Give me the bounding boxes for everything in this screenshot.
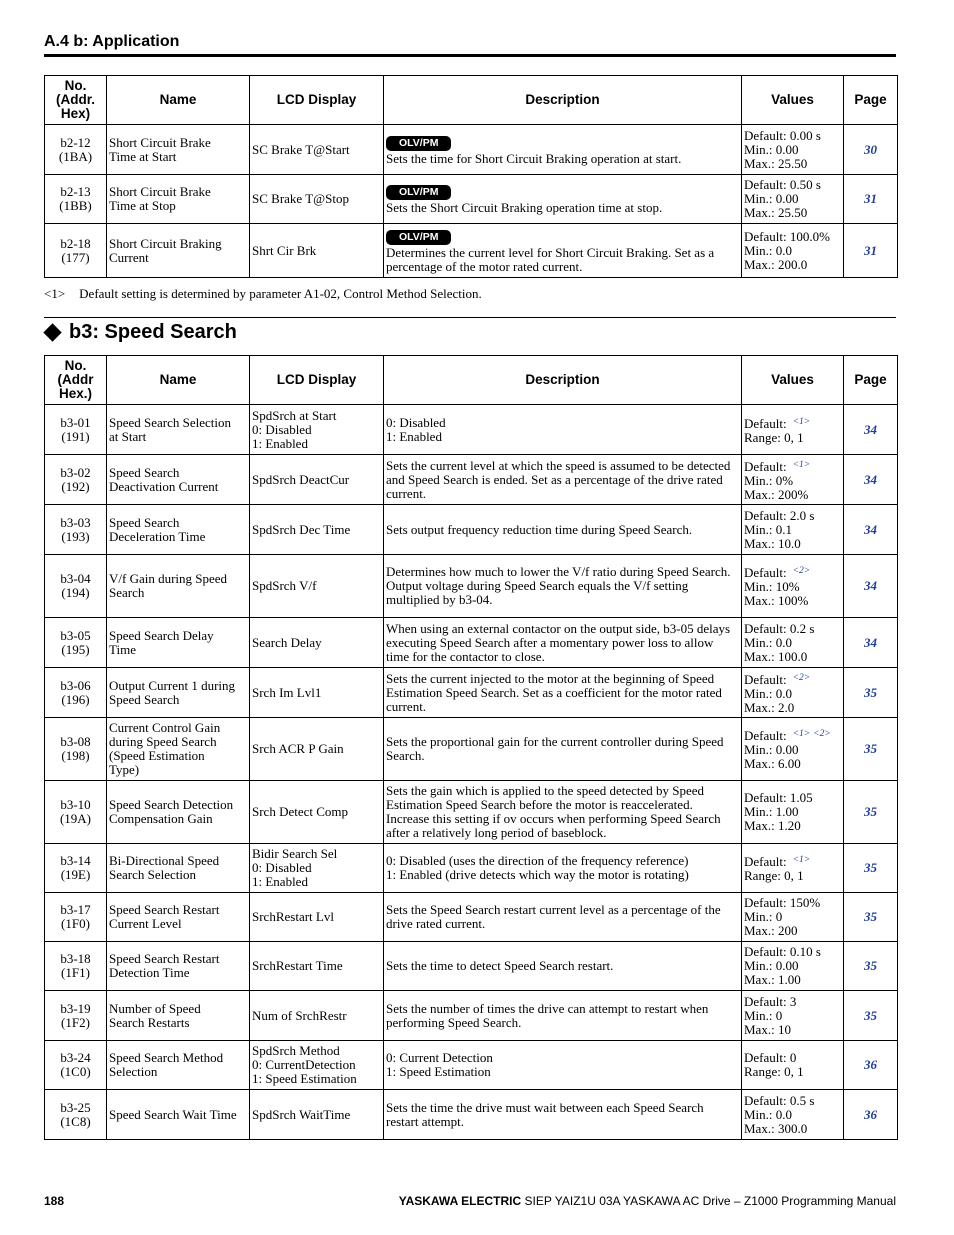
description-cell [384,125,742,175]
range-values: Min.: 0% Max.: 200% [744,472,809,502]
parameter-description: Sets the current level at which the speed is assumed to be detected and Speed Search is ended. Set as a percentage of the drive rated current. [384,455,742,505]
parameter-name: Short Circuit Brake Time at Start [107,125,250,175]
parameter-number: b3-18 (1F1) [45,942,107,991]
parameter-number: b3-17 (1F0) [45,893,107,942]
description-text: Sets the Short Circuit Braking operation time at stop. [386,200,663,215]
page-link[interactable]: 34 [844,618,898,668]
default-line [744,1094,841,1108]
column-header-description: Description [384,356,742,405]
range-values: Min.: 0 Max.: 200 [744,909,798,938]
default-line [744,564,841,580]
table-row [45,125,898,175]
footnote-reference[interactable]: <2> [813,729,831,739]
parameter-description: Sets the proportional gain for the current controller during Speed Search. [384,718,742,781]
default-line [744,791,841,805]
column-header-values: Values [742,76,844,125]
lcd-display: SC Brake T@Stop [250,175,384,224]
parameter-number: b2-18 (177) [45,224,107,278]
range-values: Min.: 10% Max.: 100% [744,579,809,608]
parameter-values [742,1041,844,1090]
b3-parameter-table [44,355,898,1140]
parameter-values: Default: 0.50 s Min.: 0.00 Max.: 25.50 [742,175,844,224]
b3-title-text: b3: Speed Search [69,321,237,343]
parameter-values [742,893,844,942]
table-row [45,455,898,505]
section-header: A.4 b: Application [44,33,896,57]
parameter-number: b3-04 (194) [45,555,107,618]
parameter-number: b3-06 (196) [45,668,107,718]
range-values: Min.: 0.1 Max.: 10.0 [744,521,801,551]
parameter-number: b3-19 (1F2) [45,991,107,1041]
page-link[interactable]: 34 [844,405,898,455]
description-text: Sets the time for Short Circuit Braking operation at start. [386,150,682,166]
lcd-display: SrchRestart Lvl [250,893,384,942]
description-cell [384,175,742,224]
parameter-number: b3-10 (19A) [45,781,107,844]
lcd-display: SpdSrch at Start 0: Disabled 1: Enabled [250,405,384,455]
parameter-number: b3-01 (191) [45,405,107,455]
footer-doc-title: SIEP YAIZ1U 03A YASKAWA AC Drive – Z1000 Programming Manual [521,1194,896,1208]
parameter-name: Speed Search Restart Detection Time [107,942,250,991]
parameter-name: Speed Search Detection Compensation Gain [107,781,250,844]
parameter-description: 0: Disabled (uses the direction of the frequency reference) 1: Enabled (drive detects which way the motor is rotating) [384,844,742,893]
footer-brand: YASKAWA ELECTRIC [398,1194,522,1208]
default-label: Default: [744,565,787,580]
parameter-name: Number of Speed Search Restarts [107,991,250,1041]
page-link[interactable]: 35 [844,781,898,844]
page-link[interactable]: 35 [844,844,898,893]
parameter-number: b3-14 (19E) [45,844,107,893]
parameter-name: V/f Gain during Speed Search [107,555,250,618]
default-label: Default: [744,415,787,431]
page-link[interactable]: 36 [844,1090,898,1140]
parameter-values: Default: 100.0% Min.: 0.0 Max.: 200.0 [742,224,844,278]
footnote-reference[interactable]: <2> [792,566,811,576]
b2-parameter-table [44,75,898,278]
lcd-display: Search Delay [250,618,384,668]
range-values: Min.: 0.0 Max.: 300.0 [744,1106,808,1136]
parameter-description: 0: Disabled 1: Enabled [384,405,742,455]
range-values: Range: 0, 1 [744,1064,804,1079]
default-line [744,509,841,523]
parameter-description: Sets output frequency reduction time during Speed Search. [384,505,742,555]
range-values: Min.: 0.0 Max.: 100.0 [744,634,808,664]
parameter-number: b3-05 (195) [45,618,107,668]
footnote-reference[interactable]: <1> [792,729,811,739]
table-row [45,844,898,893]
page-link[interactable]: 34 [844,505,898,555]
parameter-description: When using an external contactor on the output side, b3-05 delays executing Speed Search after a momentary power loss to allow time for the contactor to close. [384,618,742,668]
range-values: Range: 0, 1 [744,868,804,883]
default-label: Default: 150% [744,895,821,910]
parameter-number: b2-12 (1BA) [45,125,107,175]
table-row [45,224,898,278]
parameter-description: Sets the time to detect Speed Search restart. [384,942,742,991]
parameter-name: Output Current 1 during Speed Search [107,668,250,718]
parameter-values [742,405,844,455]
parameter-description: Sets the current injected to the motor at the beginning of Speed Estimation Speed Search. Set as a coefficient for the motor rated current. [384,668,742,718]
default-label: Default: 0.10 s [744,944,821,959]
lcd-display: SpdSrch DeactCur [250,455,384,505]
default-line [744,853,841,869]
default-line [744,458,841,474]
page-link[interactable]: 35 [844,668,898,718]
parameter-values: Default: 0.00 s Min.: 0.00 Max.: 25.50 [742,125,844,175]
table-row [45,555,898,618]
table-row [45,1041,898,1090]
column-header-lcd: LCD Display [250,356,384,405]
parameter-values [742,555,844,618]
parameter-number: b3-25 (1C8) [45,1090,107,1140]
footnote [44,286,482,302]
diamond-bullet-icon [43,323,61,341]
section-divider [44,317,896,318]
table-row [45,1090,898,1140]
column-header-values: Values [742,356,844,405]
parameter-name: Current Control Gain during Speed Search (Speed Estimation Type) [107,718,250,781]
lcd-display: Srch Detect Comp [250,781,384,844]
lcd-display: Bidir Search Sel 0: Disabled 1: Enabled [250,844,384,893]
range-values: Min.: 0.0 Max.: 2.0 [744,685,795,715]
parameter-number: b2-13 (1BB) [45,175,107,224]
footnote-reference[interactable]: <1> [792,855,811,865]
page-link[interactable]: 35 [844,718,898,781]
page-link[interactable]: 36 [844,1041,898,1090]
range-values: Min.: 0.00 Max.: 6.00 [744,742,801,771]
footnote-reference[interactable]: <1> [792,416,811,427]
footnote-text: Default setting is determined by parameter A1-02, Control Method Selection. [79,286,482,301]
column-header-name: Name [107,356,250,405]
page-link[interactable]: 34 [844,455,898,505]
lcd-display: SpdSrch Method 0: CurrentDetection 1: Speed Estimation [250,1041,384,1090]
default-line [744,727,841,743]
table-row [45,893,898,942]
default-line [744,945,841,959]
parameter-values [742,505,844,555]
parameter-values [742,718,844,781]
column-header-name: Name [107,76,250,125]
footnote-reference[interactable]: <2> [792,672,811,683]
parameter-description: Sets the time the drive must wait between each Speed Search restart attempt. [384,1090,742,1140]
parameter-number: b3-24 (1C0) [45,1041,107,1090]
parameter-values [742,942,844,991]
range-values: Range: 0, 1 [744,429,804,445]
default-label: Default: [744,854,787,869]
parameter-values [742,991,844,1041]
lcd-display: SC Brake T@Start [250,125,384,175]
default-line [744,896,841,910]
parameter-name: Speed Search Restart Current Level [107,893,250,942]
default-line [744,671,841,687]
parameter-name: Speed Search Wait Time [107,1090,250,1140]
parameter-values [742,1090,844,1140]
parameter-name: Speed Search Deceleration Time [107,505,250,555]
page-number: 188 [44,1194,65,1208]
default-label: Default: [744,671,787,687]
default-line [744,995,841,1009]
page-link[interactable]: 31 [844,175,898,224]
table-row [45,781,898,844]
column-header-no: No. (Addr Hex.) [45,356,107,405]
table-row [45,175,898,224]
parameter-name: Speed Search Delay Time [107,618,250,668]
parameter-values [742,781,844,844]
footnote-reference[interactable]: <1> [792,459,811,470]
parameter-name: Bi-Directional Speed Search Selection [107,844,250,893]
default-line [744,1051,841,1065]
parameter-name: Short Circuit Brake Time at Stop [107,175,250,224]
parameter-values [742,618,844,668]
parameter-values [742,844,844,893]
table-row [45,991,898,1041]
parameter-number: b3-02 (192) [45,455,107,505]
lcd-display: Srch ACR P Gain [250,718,384,781]
table-row [45,405,898,455]
page-link[interactable]: 31 [844,224,898,278]
range-values: Min.: 0 Max.: 10 [744,1007,791,1037]
column-header-description: Description [384,76,742,125]
default-label: Default: 2.0 s [744,507,815,523]
b3-section-title [44,321,237,344]
parameter-number: b3-08 (198) [45,718,107,781]
default-label: Default: [744,458,787,474]
control-mode-badge: OLV/PM [386,136,451,151]
default-line [744,622,841,636]
range-values: Min.: 1.00 Max.: 1.20 [744,804,801,833]
lcd-display: SpdSrch V/f [250,555,384,618]
column-header-no: No. (Addr. Hex) [45,76,107,125]
parameter-values [742,668,844,718]
page-link[interactable]: 35 [844,893,898,942]
lcd-display: Shrt Cir Brk [250,224,384,278]
default-label: Default: 0 [744,1050,797,1065]
control-mode-badge: OLV/PM [386,185,451,200]
parameter-description: 0: Current Detection 1: Speed Estimation [384,1041,742,1090]
description-cell [384,224,742,278]
parameter-description: Determines how much to lower the V/f ratio during Speed Search. Output voltage during Speed Search equals the V/f setting multiplied by b3-04. [384,555,742,618]
lcd-display: SrchRestart Time [250,942,384,991]
footnote-mark: <1> [44,286,66,301]
column-header-page: Page [844,356,898,405]
table-row [45,718,898,781]
lcd-display: Srch Im Lvl1 [250,668,384,718]
parameter-name: Speed Search Method Selection [107,1041,250,1090]
default-label: Default: 0.2 s [744,620,815,636]
lcd-display: SpdSrch WaitTime [250,1090,384,1140]
table-row [45,618,898,668]
page-link[interactable]: 35 [844,991,898,1041]
parameter-number: b3-03 (193) [45,505,107,555]
default-label: Default: 3 [744,993,797,1009]
parameter-name: Speed Search Deactivation Current [107,455,250,505]
lcd-display: SpdSrch Dec Time [250,505,384,555]
column-header-lcd: LCD Display [250,76,384,125]
page-link[interactable]: 30 [844,125,898,175]
parameter-values [742,455,844,505]
parameter-name: Short Circuit Braking Current [107,224,250,278]
lcd-display: Num of SrchRestr [250,991,384,1041]
default-line [744,415,841,431]
range-values: Min.: 0.00 Max.: 1.00 [744,958,801,987]
table-row [45,942,898,991]
column-header-page: Page [844,76,898,125]
footer-document-info [399,1194,896,1208]
default-label: Default: 1.05 [744,790,813,805]
default-label: Default: [744,728,787,743]
page-link[interactable]: 35 [844,942,898,991]
parameter-description: Sets the Speed Search restart current level as a percentage of the drive rated current. [384,893,742,942]
page-link[interactable]: 34 [844,555,898,618]
parameter-description: Sets the gain which is applied to the speed detected by Speed Estimation Speed Search before the motor is reaccelerated. Increase this setting if ov occurs when performing Speed Search after a relatively long period of baseblock. [384,781,742,844]
control-mode-badge: OLV/PM [386,230,451,245]
parameter-description: Sets the number of times the drive can attempt to restart when performing Speed Search. [384,991,742,1041]
default-label: Default: 0.5 s [744,1092,815,1108]
table-row [45,505,898,555]
parameter-name: Speed Search Selection at Start [107,405,250,455]
table-row [45,668,898,718]
description-text: Determines the current level for Short Circuit Braking. Set as a percentage of the motor rated current. [386,244,715,274]
